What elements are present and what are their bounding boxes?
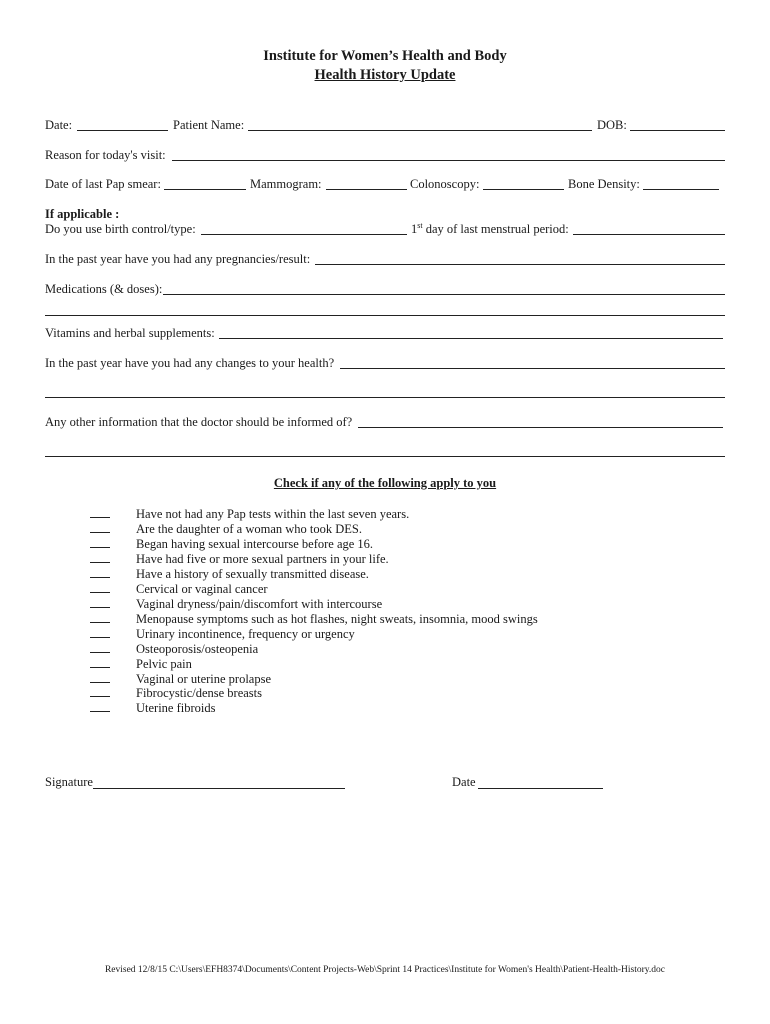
- checkbox-blank[interactable]: [90, 696, 110, 697]
- menstrual-field[interactable]: [573, 234, 725, 235]
- birth-control-field[interactable]: [201, 234, 407, 235]
- signature-date-label: Date: [452, 775, 476, 789]
- checkbox-blank[interactable]: [90, 577, 110, 578]
- reason-field[interactable]: [172, 160, 725, 161]
- checklist-heading: Check if any of the following apply to you: [273, 476, 497, 490]
- signature-date-field[interactable]: [478, 788, 603, 789]
- checkbox-blank[interactable]: [90, 652, 110, 653]
- signature-label: Signature: [45, 775, 93, 789]
- colonoscopy-label: Colonoscopy:: [410, 177, 480, 191]
- dob-field[interactable]: [630, 130, 725, 131]
- mammogram-label: Mammogram:: [250, 177, 322, 191]
- checkbox-blank[interactable]: [90, 637, 110, 638]
- pregnancies-label: In the past year have you had any pregnancies/result:: [45, 252, 311, 266]
- colonoscopy-field[interactable]: [483, 189, 564, 190]
- institute-title: Institute for Women’s Health and Body: [263, 48, 507, 64]
- other-info-field-2[interactable]: [45, 456, 725, 457]
- checkbox-blank[interactable]: [90, 562, 110, 563]
- checkbox-blank[interactable]: [90, 592, 110, 593]
- dob-label: DOB:: [597, 118, 627, 132]
- if-applicable-label: If applicable :: [45, 207, 120, 221]
- medications-label: Medications (& doses):: [45, 282, 163, 296]
- pap-label: Date of last Pap smear:: [45, 177, 161, 191]
- date-field[interactable]: [77, 130, 168, 131]
- checkbox-blank[interactable]: [90, 607, 110, 608]
- mammogram-field[interactable]: [326, 189, 407, 190]
- bone-density-field[interactable]: [643, 189, 719, 190]
- changes-label: In the past year have you had any changes to your health?: [45, 356, 335, 370]
- checkbox-blank[interactable]: [90, 711, 110, 712]
- changes-field[interactable]: [340, 368, 725, 369]
- patient-name-field[interactable]: [248, 130, 592, 131]
- vitamins-field[interactable]: [219, 338, 723, 339]
- vitamins-label: Vitamins and herbal supplements:: [45, 326, 215, 340]
- pap-field[interactable]: [164, 189, 246, 190]
- patient-name-label: Patient Name:: [173, 118, 245, 132]
- checkbox-blank[interactable]: [90, 532, 110, 533]
- other-info-field[interactable]: [358, 427, 723, 428]
- checkbox-blank[interactable]: [90, 517, 110, 518]
- bone-density-label: Bone Density:: [568, 177, 640, 191]
- signature-field[interactable]: [93, 788, 345, 789]
- checkbox-blank[interactable]: [90, 682, 110, 683]
- changes-field-2[interactable]: [45, 397, 725, 398]
- form-title: Health History Update: [314, 67, 456, 83]
- medications-field[interactable]: [163, 294, 725, 295]
- menstrual-label: 1st day of last menstrual period:: [411, 220, 569, 236]
- other-info-label: Any other information that the doctor should be informed of?: [45, 415, 353, 429]
- pregnancies-field[interactable]: [315, 264, 725, 265]
- reason-label: Reason for today's visit:: [45, 148, 166, 162]
- checkbox-blank[interactable]: [90, 547, 110, 548]
- revision-footer: Revised 12/8/15 C:\Users\EFH8374\Documents\Content Projects-Web\Sprint 14 Practices\Institute for Women's Health\Patient-Health-History.doc: [104, 965, 666, 975]
- checkbox-blank[interactable]: [90, 667, 110, 668]
- birth-control-label: Do you use birth control/type:: [45, 222, 196, 236]
- date-label: Date:: [45, 118, 73, 132]
- medications-field-2[interactable]: [45, 315, 725, 316]
- checkbox-blank[interactable]: [90, 622, 110, 623]
